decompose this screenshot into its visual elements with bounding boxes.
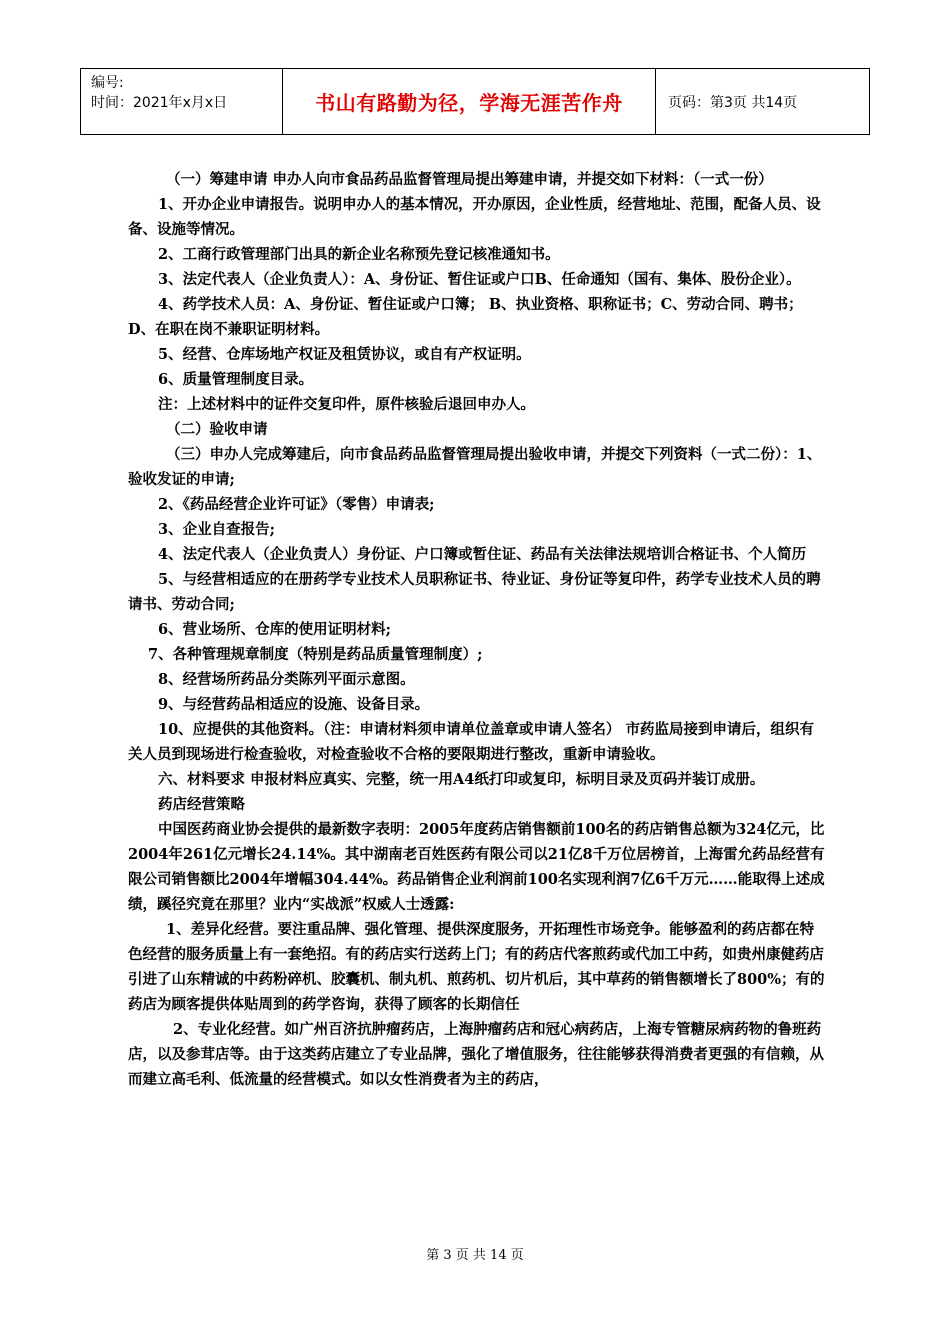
header-page-info: 页码：第3页 共14页 bbox=[668, 94, 798, 111]
paragraph: 2、专业化经营。如广州百济抗肿瘤药店，上海肿瘤药店和冠心病药店，上海专管糖尿病药物的鲁班药店，以及参茸店等。由于这类药店建立了专业品牌，强化了增值服务，往往能够获得消费者更强的有信赖，从而建立高毛利、低流量的经营模式。如以女性消费者为主的药店， bbox=[128, 1021, 824, 1088]
paragraph: 5、经营、仓库场地产权证及租赁协议，或自有产权证明。 bbox=[158, 346, 531, 363]
paragraph: 4、药学技术人员：A、身份证、暂住证或户口簿； B、执业资格、职称证书；C、劳动合同、聘书；D、在职在岗不兼职证明材料。 bbox=[128, 296, 803, 338]
paragraph: 中国医药商业协会提供的最新数字表明：2005年度药店销售额前100名的药店销售总额为324亿元，比2004年261亿元增长24.14%。其中湖南老百姓医药有限公司以21亿8千万位居榜首，上海雷允药品经营有限公司销售额比2004年增幅304.44%。药品销售企业利润前100名实现利润7亿6千万元……能取得上述成绩，蹊径究竟在那里？业内“实战派”权威人士透露: bbox=[128, 821, 825, 913]
paragraph: 六、材料要求 申报材料应真实、完整，统一用A4纸打印或复印，标明目录及页码并装订成册。 bbox=[158, 771, 765, 788]
paragraph: 1、开办企业申请报告。说明申办人的基本情况，开办原因，企业性质，经营地址、范围，配备人员、设备、设施等情况。 bbox=[128, 196, 821, 238]
document-body bbox=[128, 167, 828, 1092]
paragraph: 6、营业场所、仓库的使用证明材料; bbox=[158, 621, 391, 638]
paragraph: 3、企业自查报告; bbox=[158, 521, 275, 538]
paragraph: 2、工商行政管理部门出具的新企业名称预先登记核准通知书。 bbox=[158, 246, 560, 263]
paragraph: 8、经营场所药品分类陈列平面示意图。 bbox=[158, 671, 415, 688]
page-footer: 第 3 页 共 14 页 bbox=[426, 1248, 524, 1263]
paragraph: 2、《药品经营企业许可证》（零售）申请表; bbox=[158, 496, 435, 513]
paragraph: 7、各种管理规章制度（特别是药品质量管理制度）; bbox=[148, 646, 483, 663]
paragraph: 6、质量管理制度目录。 bbox=[158, 371, 314, 388]
paragraph: （二）验收申请 bbox=[166, 421, 268, 438]
paragraph: 9、与经营药品相适应的设施、设备目录。 bbox=[158, 696, 430, 713]
paragraph: 4、法定代表人（企业负责人）身份证、户口簿或暂住证、药品有关法律法规培训合格证书、个人简历 bbox=[158, 546, 807, 563]
paragraph: （一）筹建申请 申办人向市食品药品监督管理局提出筹建申请，并提交如下材料：（一式一份） bbox=[166, 171, 773, 188]
paragraph: 3、法定代表人（企业负责人）：A、身份证、暂住证或户口B、任命通知（国有、集体、股份企业）。 bbox=[158, 271, 801, 288]
header-motto: 书山有路勤为径，学海无涯苦作舟 bbox=[283, 69, 656, 134]
paragraph: 注：上述材料中的证件交复印件，原件核验后退回申办人。 bbox=[158, 396, 535, 413]
doc-number-label: 编号: bbox=[91, 75, 124, 91]
doc-time-label: 时间：2021年x月x日 bbox=[91, 95, 228, 111]
paragraph: 1、差异化经营。要注重品牌、强化管理、提供深度服务，开拓理性市场竞争。能够盈利的药店都在特色经营的服务质量上有一套绝招。有的药店实行送药上门；有的药店代客煎药或代加工中药，如贵州康健药店引进了山东精诚的中药粉碎机、胶囊机、制丸机、煎药机、切片机后，其中草药的销售额增长了800%；有的药店为顾客提供体贴周到的药学咨询，获得了顾客的长期信任 bbox=[128, 921, 825, 1013]
paragraph: 5、与经营相适应的在册药学专业技术人员职称证书、待业证、身份证等复印件，药学专业技术人员的聘请书、劳动合同; bbox=[128, 571, 821, 613]
paragraph: 10、应提供的其他资料。（注：申请材料须申请单位盖章或申请人签名） 市药监局接到申请后，组织有关人员到现场进行检查验收，对检查验收不合格的要限期进行整改，重新申请验收。 bbox=[128, 721, 814, 763]
paragraph-heading: 药店经营策略 bbox=[158, 796, 245, 813]
paragraph: （三）申办人完成筹建后，向市食品药品监督管理局提出验收申请，并提交下列资料（一式二份）：1、验收发证的申请; bbox=[128, 446, 822, 488]
header-meta bbox=[81, 69, 283, 134]
page-header bbox=[80, 68, 870, 135]
